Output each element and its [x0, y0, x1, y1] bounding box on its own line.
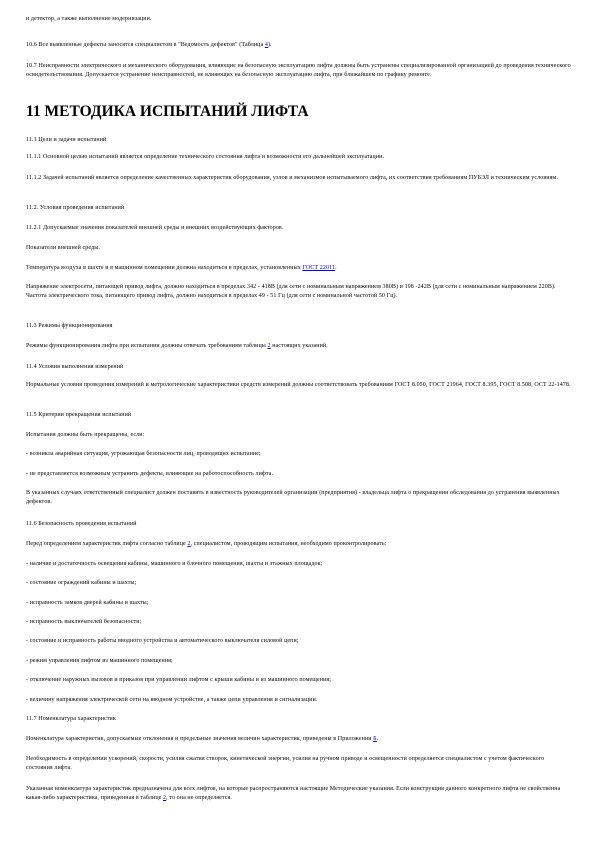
paragraph	[26, 785, 571, 803]
paragraph-text: - режим управления лифтом из машинного помещения;	[26, 658, 173, 664]
paragraph-text: - не представляется возможным устранить дефекты, влияющие на работоспособность лифта.	[26, 471, 274, 477]
paragraph	[26, 676, 571, 685]
paragraph-text: 11.1 Цели и задачи испытаний	[26, 137, 107, 143]
paragraph	[26, 62, 571, 80]
paragraph-text: 11.2. Условия проведения испытаний	[26, 205, 125, 211]
paragraph-text: - состояние и исправность работы вводного устройства и автоматического выключателя силовой цепи;	[26, 638, 299, 644]
paragraph	[26, 579, 571, 588]
reference-link[interactable]: 2	[267, 343, 271, 349]
paragraph	[26, 204, 571, 213]
paragraph-text: 10.7 Неисправности электрического и механического оборудования, влияющие на безопасную эксплуатацию лифта должны быть устранены специализированной организацией до проведения технического освидетельствования. Допускается устранение неисправностей, не влияющих на безопасную эксплуатацию лифта, при ближайшем по графику ремонте.	[26, 63, 571, 78]
paragraph-text: 11 МЕТОДИКА ИСПЫТАНИЙ ЛИФТА	[26, 103, 309, 120]
paragraph-text: - величину напряжения электрической сети на вводном устройстве, а также цепи управления и сигнализации.	[26, 697, 318, 703]
paragraph-text: 11.6 Безопасность проведения испытаний	[26, 521, 137, 527]
paragraph-text: 11.2.1 Допускаемые значения показателей внешней среды и внешних воздействующих факторов.	[26, 225, 284, 231]
paragraph	[26, 618, 571, 627]
paragraph-text: настоящих указаний.	[270, 343, 328, 349]
paragraph-text: Нормальные условия проведения измерений и метрологические характеристики средств измерений должны соответствовать требованиям ГОСТ 8.050, ГОСТ 21964, ГОСТ 8.395, ГОСТ 8.508, ОСТ 22-1478.	[26, 382, 571, 388]
paragraph	[26, 696, 571, 705]
paragraph-text: Указанная номенклатура характеристик предназначена для всех лифтов, на которые распространяются настоящие Методические указания. Если конструкция данного конкретного лифта не свойственна какая-либо характеристика, приведенная в таблице	[26, 786, 561, 801]
paragraph	[26, 381, 571, 390]
paragraph-text: Номенклатура характеристик, допускаемые отклонения и предельные значения величин характеристик, приведены в Приложении	[26, 736, 374, 742]
paragraph	[26, 244, 571, 253]
paragraph-text: - наличие и достаточность освещения кабины, машинного и блочного помещения, шахты и этажных площадок;	[26, 561, 323, 567]
paragraph	[26, 15, 571, 24]
paragraph-text: , то она не определяется.	[166, 795, 232, 801]
paragraph	[26, 342, 571, 351]
paragraph-text: - исправность выключателей безопасности;	[26, 619, 142, 625]
paragraph-text: .	[335, 265, 337, 271]
paragraph	[26, 41, 571, 50]
paragraph-text: и детектор, а также выполнение модернизации.	[26, 16, 152, 22]
paragraph-text: - состояние ограждений кабины и шахты;	[26, 580, 137, 586]
paragraph	[26, 657, 571, 666]
paragraph-text: Температура воздуха в шахте и в машинном помещении должна находиться в пределах, установленных	[26, 265, 303, 271]
paragraph	[26, 637, 571, 646]
paragraph	[26, 715, 571, 724]
paragraph-text: 11.7 Номенклатура характеристик	[26, 716, 116, 722]
paragraph-text: Показатели внешней среды.	[26, 245, 100, 251]
paragraph-text: - возникла аварийная ситуация, угрожающая безопасности лиц, проводящих испытание;	[26, 451, 261, 457]
paragraph	[26, 540, 571, 549]
paragraph-text: 11.5 Критерии прекращения испытаний	[26, 412, 132, 418]
paragraph-text: Необходимость в определении ускорений, скорости, усилия сжатия створок, кинетической энергии, усилия на ручном приводе и освещенности определяется специалистом с учетом фактического состояния лифта.	[26, 756, 545, 771]
paragraph	[26, 264, 571, 273]
paragraph-text: 11.1.2 Задачей испытаний является определение качественных характеристик оборудования, узлов и механизмов испытываемого лифта, их соответствия требованиям ПУБЭЛ и техническим условиям.	[26, 175, 558, 181]
paragraph-text: 11.3 Режимы функционирования	[26, 323, 113, 329]
paragraph	[26, 283, 571, 301]
paragraph	[26, 322, 571, 331]
reference-link[interactable]: 2	[187, 541, 191, 547]
paragraph-text: В указанных случаях ответственный специалист должен поставить в известность руководителей организации (предприятия) - владельца лифта о прекращении обследования до устранения выявленных дефектов.	[26, 490, 560, 505]
reference-link[interactable]: ГОСТ 22011	[302, 265, 336, 271]
paragraph	[26, 735, 571, 744]
paragraph-text: Напряжение электросети, питающей привод лифта, должно находиться в пределах 342 - 418В (для сети с номинальным напряжением 380В) и 198 -242В (для сети с номинальным напряжением 220В). Частота электрического тока, питающего привод лифта, должно находиться в пределах 49 - 51 Гц (для сети с номинальной частотой 50 Гц).	[26, 284, 556, 299]
paragraph-text: 11.1.1 Основной целью испытаний является определение технического состояния лифта и возможности его дальнейшей эксплуатации.	[26, 154, 385, 160]
paragraph	[26, 450, 571, 459]
paragraph-text: Испытания должны быть прекращены, если:	[26, 432, 145, 438]
paragraph	[26, 470, 571, 479]
paragraph-text: 10.6 Все выявленные дефекты заносятся специалистом в "Ведомость дефектов" (Таблица	[26, 42, 265, 48]
paragraph-text: 11.4 Условия выполнения измерений	[26, 364, 124, 370]
paragraph	[26, 174, 571, 183]
paragraph-text: Перед определением характеристик лифта согласно таблице	[26, 541, 188, 547]
paragraph	[26, 224, 571, 233]
paragraph	[26, 363, 571, 372]
paragraph-text: Режимы функционирования лифта при испытании должны отвечать требованиям таблицы	[26, 343, 268, 349]
paragraph-text: , специалистом, проводящим испытания, необходимо проконтролировать:	[190, 541, 387, 547]
paragraph	[26, 411, 571, 420]
paragraph	[26, 520, 571, 529]
paragraph	[26, 136, 571, 145]
paragraph-text: .	[376, 736, 379, 742]
paragraph-text: - исправность замков дверей кабины и шахты;	[26, 600, 149, 606]
reference-link[interactable]: Б	[373, 736, 377, 742]
paragraph	[26, 431, 571, 440]
paragraph	[26, 560, 571, 569]
reference-link[interactable]: 2	[163, 795, 167, 801]
reference-link[interactable]: 4	[264, 42, 268, 48]
paragraph	[26, 153, 571, 162]
paragraph	[26, 489, 571, 507]
paragraph	[26, 755, 571, 773]
paragraph-text: ).	[267, 42, 272, 48]
paragraph-text: - отключение наружных вызовов и приказов при управлении лифтом с крыши кабины и из машинного помещения;	[26, 677, 332, 683]
paragraph	[26, 599, 571, 608]
section-heading	[26, 102, 571, 121]
